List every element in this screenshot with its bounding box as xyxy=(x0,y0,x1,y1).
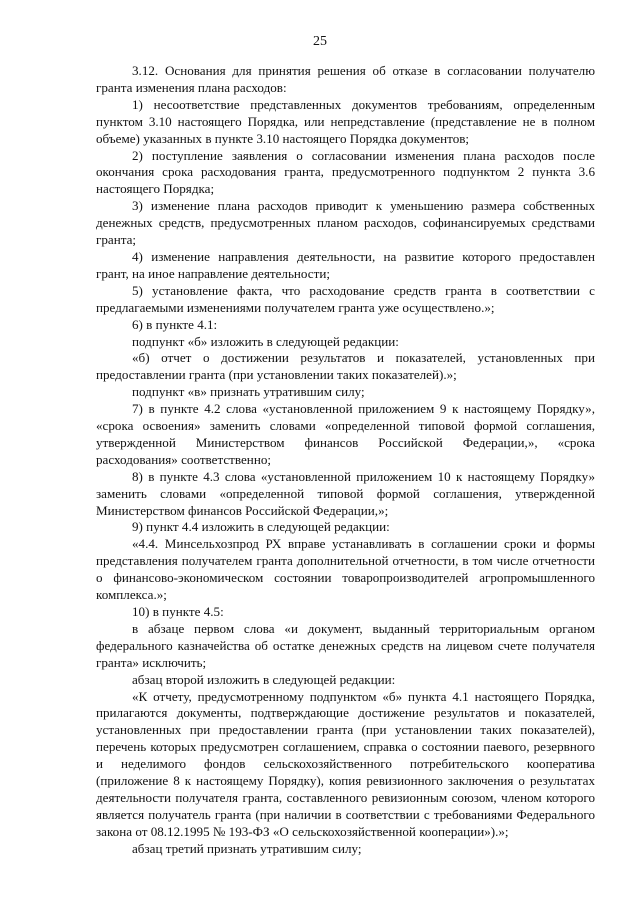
paragraph: абзац третий признать утратившим силу; xyxy=(132,840,362,856)
document-body xyxy=(96,63,595,858)
paragraph: подпункт «в» признать утратившим силу; xyxy=(132,384,365,400)
paragraph: 6) в пункте 4.1: xyxy=(132,316,218,332)
page-number: 25 xyxy=(313,34,327,49)
paragraph: 5) установление факта, что расходование средств гранта в соответствии с предлагаемыми изменениями получателем гранта уже осуществлено.»; xyxy=(96,282,595,315)
paragraph: 7) в пункте 4.2 слова «установленной приложением 9 к настоящему Порядку», «срока освоения» заменить словами «определенной типовой формой соглашения, утвержденной Министерством финансов Российской Федерации,», «срока расходования» соответственно; xyxy=(96,401,595,467)
paragraph: 3.12. Основания для принятия решения об отказе в согласовании получателю гранта изменения плана расходов: xyxy=(96,63,595,95)
paragraph: «4.4. Минсельхозпрод РХ вправе устанавливать в соглашении сроки и формы представления получателем гранта дополнительной отчетности, в том числе отчетности о финансово-экономическом состоянии товаропроизводителей агропромышленного комплекса.»; xyxy=(96,536,595,603)
paragraph: 8) в пункте 4.3 слова «установленной приложением 10 к настоящему Порядку» заменить словами «определенной типовой формой соглашения, утвержденной Министерством финансов Российской Федерации,»; xyxy=(96,468,595,518)
paragraph: 9) пункт 4.4 изложить в следующей редакции: xyxy=(132,519,390,535)
paragraph: подпункт «б» изложить в следующей редакции: xyxy=(132,333,399,349)
paragraph: «К отчету, предусмотренному подпунктом «б» пункта 4.1 настоящего Порядка, прилагаются документы, подтверждающие достижение результатов и показателей, установленных при предоставлении гранта (при установлении таких показателей), перечень которых предусмотрен соглашением, справка о состоянии паевого, резервного и неделимого фондов сельскохозяйственного потребительского кооператива (приложение 8 к настоящему Порядку), копия ревизионного заключения о результатах деятельности получателя гранта, составленного ревизионным союзом, членом которого является получатель гранта (при наличии в соответствии с требованиями Федерального закона от 08.12.1995 № 193-ФЗ «О сельскохозяйственной кооперации»).»; xyxy=(96,688,595,839)
paragraph: в абзаце первом слова «и документ, выданный территориальным органом федерального казначейства об остатке денежных средств на лицевом счете получателя гранта» исключить; xyxy=(96,620,595,670)
paragraph: 3) изменение плана расходов приводит к уменьшению размера собственных денежных средств, предусмотренных планом расходов, софинансируемых средствами гранта; xyxy=(96,198,595,248)
paragraph: 10) в пункте 4.5: xyxy=(132,604,224,619)
paragraph: 4) изменение направления деятельности, на развитие которого предоставлен грант, на иное направление деятельности; xyxy=(96,248,595,281)
paragraph: 2) поступление заявления о согласовании изменения плана расходов после окончания срока расходования гранта, предусмотренного подпунктом 2 пункта 3.6 настоящего Порядка; xyxy=(96,147,595,197)
paragraph: 1) несоответствие представленных документов требованиям, определенным пунктом 3.10 настоящего Порядка, или непредставление (представление не в полном объеме) указанных в пункте 3.10 настоящего Порядка документов; xyxy=(96,96,595,146)
paragraph: абзац второй изложить в следующей редакции: xyxy=(132,671,396,687)
paragraph: «б) отчет о достижении результатов и показателей, установленных при предоставлении гранта (при установлении таких показателей).»; xyxy=(96,350,595,383)
